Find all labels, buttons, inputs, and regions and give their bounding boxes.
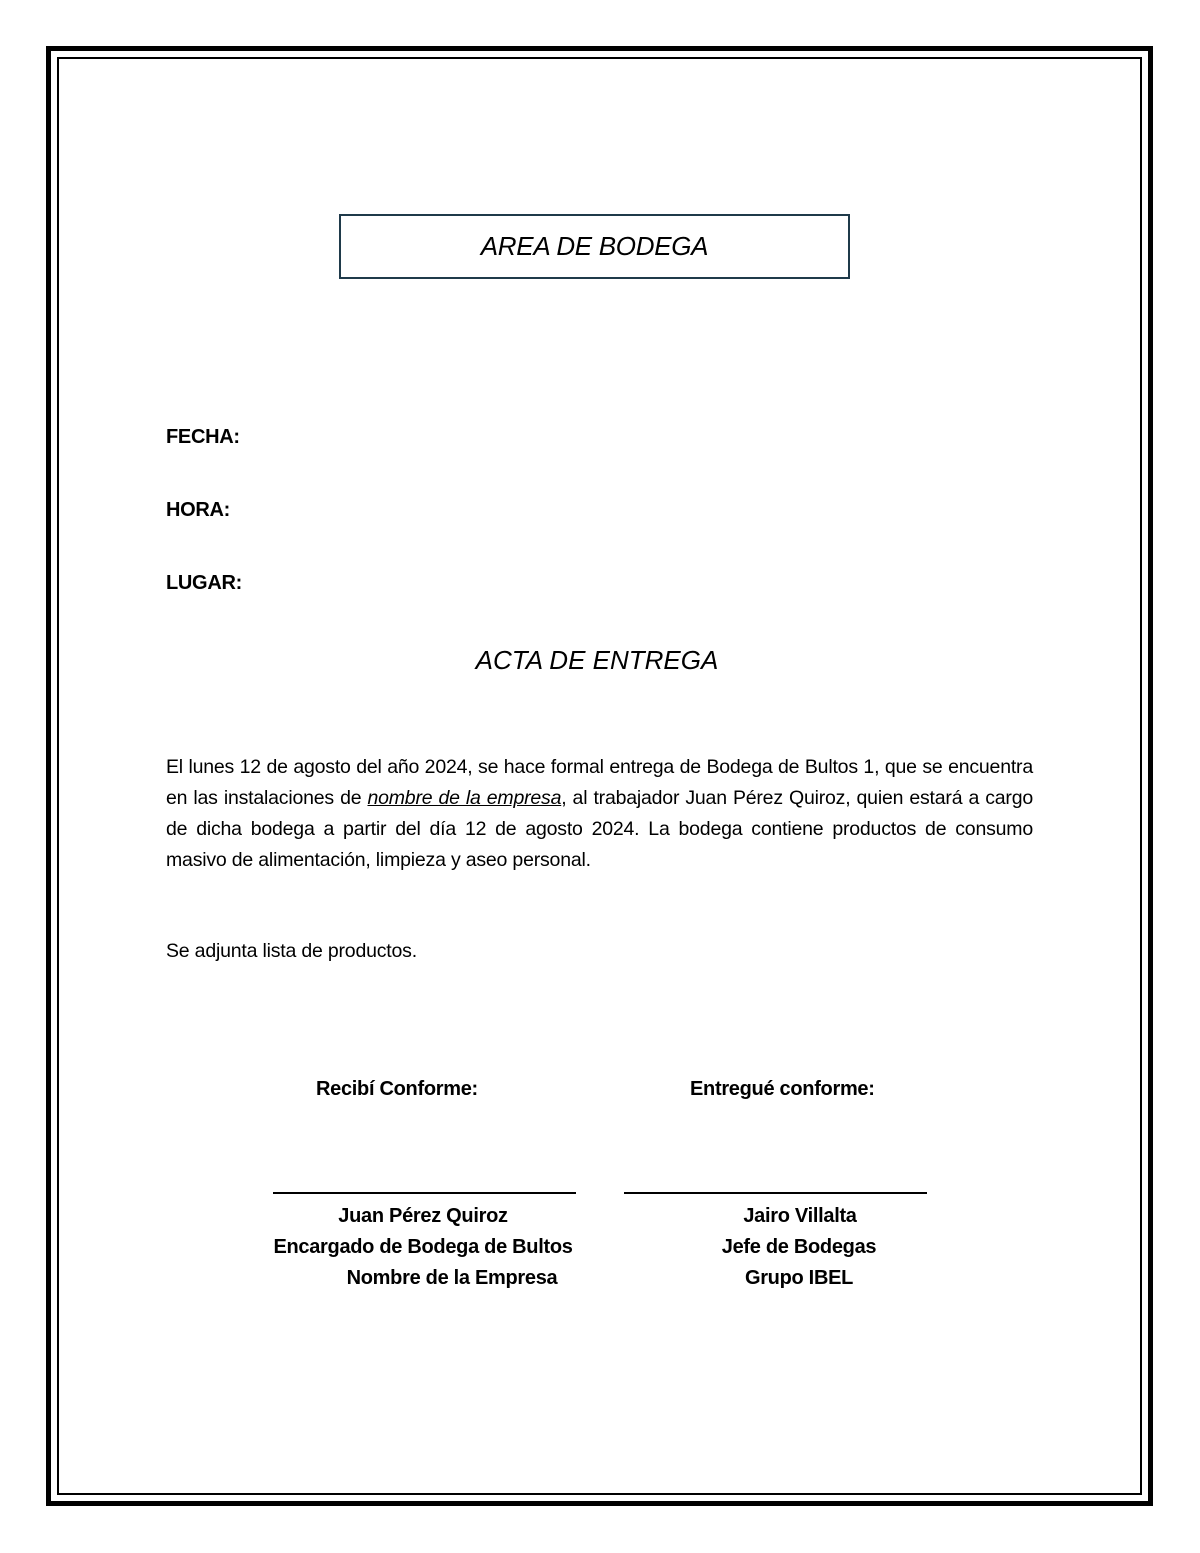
- attachment-note: Se adjunta lista de productos.: [166, 940, 417, 962]
- area-title-box: [339, 214, 850, 279]
- document-body: [166, 752, 1033, 876]
- deliverer-name: Jairo Villalta: [743, 1205, 857, 1227]
- body-text-part1: El lunes 12 de agosto del año 2024, se hace formal entrega de Bodega de Bultos 1, que se encuentra en las instalaciones de: [166, 756, 1033, 809]
- receiver-name: Juan Pérez Quiroz: [338, 1205, 508, 1227]
- deliverer-role: Jefe de Bodegas: [721, 1236, 877, 1258]
- document-title: ACTA DE ENTREGA: [475, 645, 719, 675]
- body-text-part2: , al trabajador Juan Pérez Quiroz, quien estará a cargo de dicha bodega a partir del día 12 de agosto 2024. La bodega contiene productos de consumo masivo de alimentación, limpieza y aseo personal.: [166, 787, 1033, 871]
- document-title-row: [0, 645, 1200, 676]
- receiver-signature-block: [274, 1201, 626, 1294]
- receiver-signature-line: [273, 1192, 576, 1194]
- deliverer-signature-line: [624, 1192, 927, 1194]
- lugar-label: LUGAR:: [166, 572, 242, 594]
- receiver-organization: Nombre de la Empresa: [346, 1267, 558, 1289]
- received-heading: Recibí Conforme:: [316, 1078, 478, 1100]
- deliverer-signature-block: [624, 1201, 976, 1294]
- area-title: AREA DE BODEGA: [480, 231, 709, 261]
- delivered-heading: Entregué conforme:: [690, 1078, 875, 1100]
- deliverer-organization: Grupo IBEL: [744, 1267, 854, 1289]
- company-placeholder: nombre de la empresa: [367, 787, 562, 809]
- fecha-label: FECHA:: [166, 426, 240, 448]
- hora-label: HORA:: [166, 499, 231, 521]
- receiver-role: Encargado de Bodega de Bultos: [273, 1236, 573, 1258]
